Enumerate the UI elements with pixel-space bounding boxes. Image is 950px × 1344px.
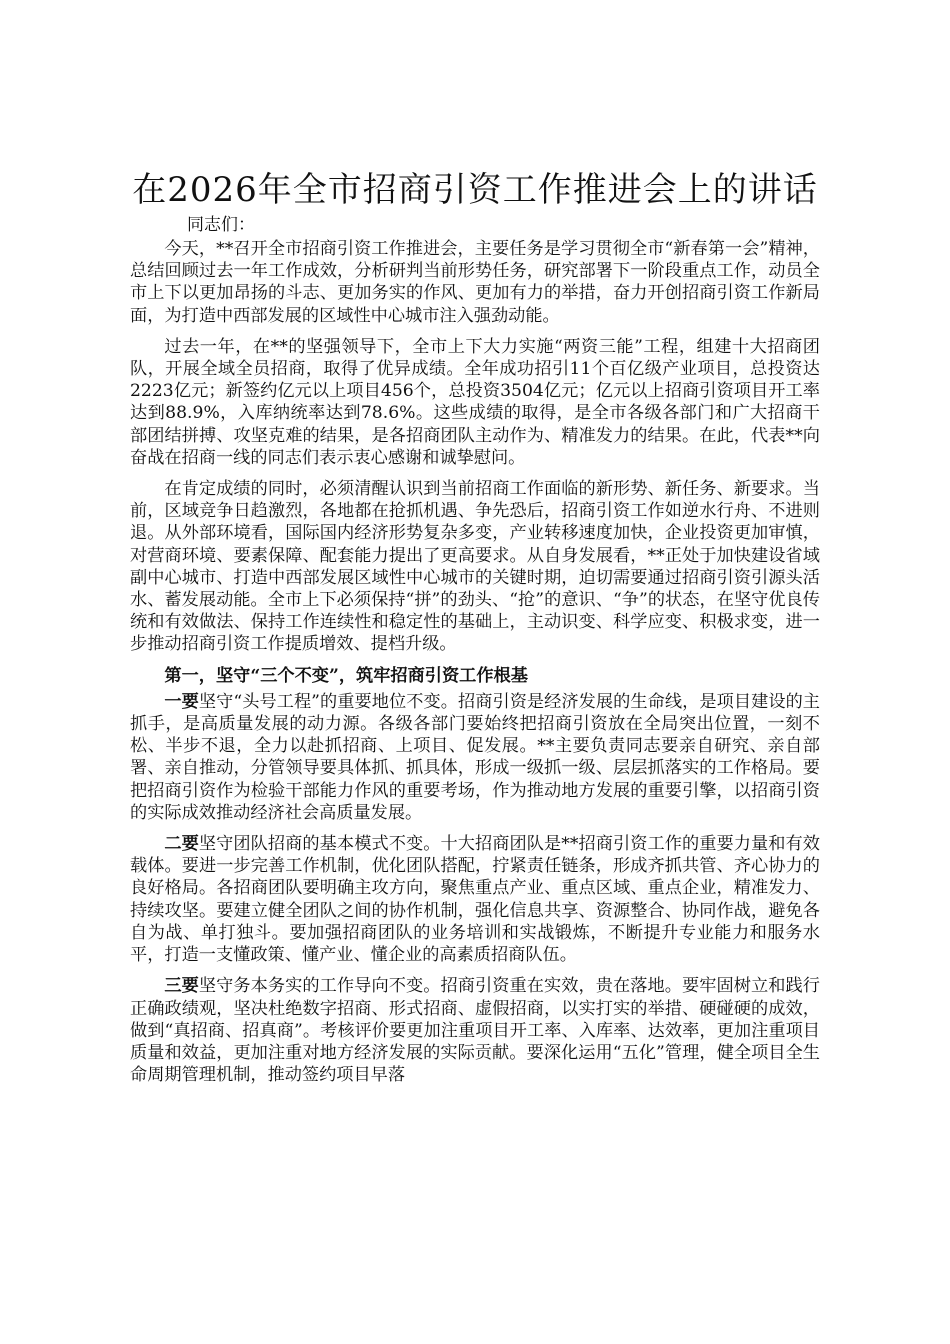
paragraph-intro: 今天，**召开全市招商引资工作推进会，主要任务是学习贯彻全市“新春第一会”精神，总结回顾过去一年工作成效，分析研判当前形势任务，研究部署下一阶段重点工作，动员全市上下以更加昂扬的斗志、更加务实的作风、更加有力的举措，奋力开创招商引资工作新局面，为打造中西部发展的区域性中心城市注入强劲动能。: [130, 239, 820, 326]
item-lead: 二要: [164, 834, 199, 855]
list-item: [130, 691, 820, 824]
paragraph-situation: 在肯定成绩的同时，必须清醒认识到当前招商工作面临的新形势、新任务、新要求。当前，区域竞争日趋激烈，各地都在抢抓机遇、争先恐后，招商引资工作如逆水行舟、不进则退。从外部环境看，国际国内经济形势复杂多变，产业转移速度加快，企业投资更加审慎，对营商环境、要素保障、配套能力提出了更高要求。从自身发展看，**正处于加快建设省域副中心城市、打造中西部发展区域性中心城市的关键时期，迫切需要通过招商引资引源头活水、蓄发展动能。全市上下必须保持“拼”的劲头、“抢”的意识、“争”的状态，在坚守优良传统和有效做法、保持工作连续性和稳定性的基础上，主动识变、科学应变、积极求变，进一步推动招商引资工作提质增效、提档升级。: [130, 479, 820, 655]
greeting: 同志们：: [187, 215, 255, 235]
item-text: 坚守“头号工程”的重要地位不变。招商引资是经济发展的生命线，是项目建设的主抓手，是高质量发展的动力源。各级各部门要始终把招商引资放在全局突出位置，一刻不松、半步不退，全力以赴抓招商、上项目、促发展。**主要负责同志要亲自研究、亲自部署、亲自推动，分管领导要具体抓、抓具体，形成一级抓一级、层层抓落实的工作格局。要把招商引资作为检验干部能力作风的重要考场，作为推动地方发展的重要引擎，以招商引资的实际成效推动经济社会高质量发展。: [130, 691, 820, 823]
document-title: 在2026年全市招商引资工作推进会上的讲话: [132, 170, 818, 210]
section-heading: 第一，坚守“三个不变”，筑牢招商引资工作根基: [164, 665, 528, 686]
item-text: 坚守团队招商的基本模式不变。十大招商团队是**招商引资工作的重要力量和有效载体。要进一步完善工作机制，优化团队搭配，拧紧责任链条，形成齐抓共管、齐心协力的良好格局。各招商团队要明确主攻方向，聚焦重点产业、重点区域、重点企业，精准发力、持续攻坚。要建立健全团队之间的协作机制，强化信息共享、资源整合、协同作战，避免各自为战、单打独斗。要加强招商团队的业务培训和实战锻炼，不断提升专业能力和服务水平，打造一支懂政策、懂产业、懂企业的高素质招商队伍。: [130, 834, 820, 966]
list-item: [130, 833, 820, 966]
list-item: [130, 975, 820, 1086]
paragraph-achievements: 过去一年，在**的坚强领导下，全市上下大力实施“两资三能”工程，组建十大招商团队，开展全域全员招商，取得了优异成绩。全年成功招引11个百亿级产业项目，总投资达2223亿元；新签约亿元以上项目456个，总投资3504亿元；亿元以上招商引资项目开工率达到88.9%，入库纳统率达到78.6%。这些成绩的取得，是全市各级各部门和广大招商干部团结拼搏、攻坚克难的结果，是各招商团队主动作为、精准发力的结果。在此，代表**向奋战在招商一线的同志们表示衷心感谢和诚挚慰问。: [130, 336, 820, 468]
item-lead: 一要: [164, 691, 199, 712]
document-body: [130, 238, 820, 1095]
item-lead: 三要: [164, 976, 199, 997]
item-text: 坚守务本务实的工作导向不变。招商引资重在实效，贵在落地。要牢固树立和践行正确政绩观，坚决杜绝数字招商、形式招商、虚假招商，以实打实的举措、硬碰硬的成效，做到“真招商、招真商”。考核评价要更加注重项目开工率、入库率、达效率，更加注重项目质量和效益，更加注重对地方经济发展的实际贡献。要深化运用“五化”管理，健全项目全生命周期管理机制，推动签约项目早落: [130, 976, 820, 1086]
